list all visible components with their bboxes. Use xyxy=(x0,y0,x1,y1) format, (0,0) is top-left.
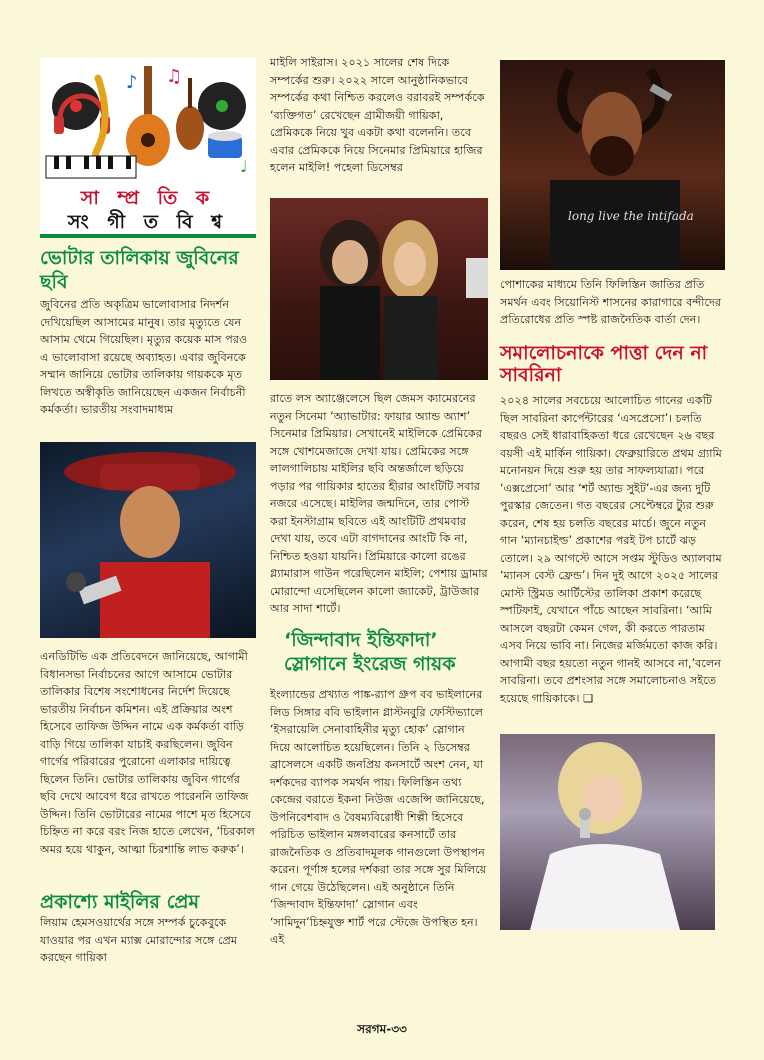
bobby-vylan-photo xyxy=(500,60,725,270)
article3-paragraph1: ইংল্যান্ডের প্রখ্যাত পাঙ্ক-র‍্যাপ গ্রুপ বব ভাইলানের লিড সিঙ্গার ববি ভাইলান গ্লাস্টনবুরি ফেস্টিভ্যালে ‘ইসরায়েলি সেনাবাহিনীর মৃত্যু হোক’ স্লোগান দিয়ে আলোচিত হয়েছিলেন। তিনি ২ ডিসেম্বর ব্রাসেলসে একটি জনপ্রিয় কনসার্টে অংশ নেন, যা দর্শকদের ব্যাপক সমর্থন পায়। ফিলিস্তিন তথ্য কেন্দ্রের বরাতে ইকনা নিউজ এজেন্সি জানিয়েছে, উপনিবেশবাদ ও বৈষম্যবিরোধী শিল্পী হিসেবে পরিচিত ভাইলান মঙ্গলবারের কনসার্টে তার রাজনৈতিক ও প্রতিবাদমূলক গানগুলো উপস্থাপন করেন। পূর্ণাঙ্গ হলের দর্শকরা তার সঙ্গে সুর মিলিয়ে গান গেয়ে উঠেছিলেন। এই অনুষ্ঠানে তিনি ‘জিন্দাবাদ ইন্তিফাদা’ স্লোগান এবং ‘সামিদুন’চিহ্নযুক্ত শার্ট পরে স্টেজে উপস্থিত হন। এই xyxy=(270,688,487,946)
svg-text:♫: ♫ xyxy=(166,66,183,87)
article2-paragraph2: মাইলি সাইরাস। ২০২১ সালের শেষ দিকে সম্পর্কের শুরু। ২০২২ সালে আনুষ্ঠানিকভাবে সম্পর্কের কথা নিশ্চিত করলেও বরাবরই সম্পর্ককে ‘ব্যক্তিগত’ রেখেছেন গ্রামীজয়ী গায়িকা, প্রেমিককে নিয়ে খুব একটা কথা বলেননি। তবে এবার প্রেমিককে নিয়ে সিনেমার প্রিমিয়ারে হাজির হলেন মাইলি! পহেলা ডিসেম্বর xyxy=(270,56,485,174)
article2-paragraph3: রাতে লস অ্যাঞ্জেলেসে ছিল জেমস ক্যামেরনের নতুন সিনেমা ‘অ্যাভাটার: ফায়ার অ্যান্ড অ্যাশ’ সিনেমার প্রিমিয়ার। সেখানেই মাইলিকে প্রেমিকের সঙ্গে খোশমেজাজে দেখা যায়। প্রেমিকের সঙ্গে লালগালিচায় মাইলির ছবি অন্তর্জালে ছড়িয়ে পড়ার পর গায়িকার হাতের হীরার আংটিটি সবার নজরে এসেছে। মাইলির জন্মদিনে, তার পোস্ট করা ইনস্টাগ্রাম ছবিতে এই আংটিটি প্রথমবার দেখা যায়, তবে এটা বাগদানের আংটি কি না, নিশ্চিত হওয়া যায়নি। প্রিমিয়ারে কালো রঙের গ্ল্যামারাস গাউন পরেছিলেন মাইলি; পেশায় ড্রামার মোরান্দো এসেছিলেন কালো জ্যাকেট, ট্রাউজার আর সাদা শার্টে। xyxy=(270,392,488,615)
miley-couple-photo xyxy=(270,198,488,380)
svg-text:♪: ♪ xyxy=(126,72,138,93)
logo-title-line1: সা ম্প্র তি ক xyxy=(80,187,216,209)
article3-title: ‘জিন্দাবাদ ইন্তিফাদা’ স্লোগানে ইংরেজ গায়ক xyxy=(284,629,456,675)
article1-title: ভোটার তালিকায় জুবিনের ছবি xyxy=(40,247,239,293)
article1-paragraph1: জুবিনের প্রতি অকৃত্রিম ভালোবাসার নিদর্শন দেখিয়েছিল আসামের মানুষ। তার মৃত্যুতে যেন আসাম থেমে গিয়েছিল। মৃত্যুর কয়েক মাস পরও এ ভালোবাসা রয়েছে অব্যাহত। এবার জুবিনকে সম্মান জানিয়ে ভোটার তালিকায় গায়ককে মৃত লিখতে অস্বীকৃতি জানিয়েছেন একজন নির্বাচনী কর্মকর্তা। ভারতীয় সংবাদমাধ্যম xyxy=(40,298,248,416)
svg-text:♩: ♩ xyxy=(240,157,248,176)
shirt-slogan-text: long live the intifada xyxy=(568,209,694,223)
article4-title: সমালোচনাকে পাত্তা দেন না সাবরিনা xyxy=(500,342,708,386)
music-instruments-icon xyxy=(40,58,256,182)
logo-underline xyxy=(40,234,256,238)
sabrina-carpenter-photo xyxy=(500,734,715,930)
page-footer: সরগম-৩৩ xyxy=(357,1022,407,1036)
article2-title: প্রকাশ্যে মাইলির প্রেম xyxy=(40,891,200,913)
logo-title-line2: সং গী ত বি শ্ব xyxy=(67,211,229,233)
article4-paragraph1: ২০২৪ সালের সবচেয়ে আলোচিত গানের একটি ছিল সাবরিনা কার্পেন্টারের ‘এসপ্রেসো’। চলতি বছরও সেই ধারাবাহিকতা ধরে রেখেছেন ২৬ বছর বয়সী এই মার্কিন গায়িকা। ফেব্রুয়ারিতে প্রথম গ্র্যামি মনোনয়ন দিয়ে শুরু হয় তার সাফল্যযাত্রা। পরে ‘এক্সপ্রেসো’ আর ‘শর্ট অ্যান্ড সুইট’-এর জন্য দুটি পুরস্কার জেতেন। গত বছরের সেপ্টেম্বরে ট্যুর শুরু করেন, শেষ হয় চলতি বছরের মার্চে। জুনে নতুন গান ‘ম্যানচাইল্ড’ প্রকাশের পরই টপ চার্টে ঝড় তোলে। ২৯ আগস্টে আসে সপ্তম স্টুডিও অ্যালবাম ‘ম্যানস বেস্ট ফ্রেন্ড’। দিন দুই আগে ২০২৫ সালের মোস্ট স্ট্রিমড আর্টিস্টের তালিকা প্রকাশ করেছে স্পটিফাই, যেখানে পাঁচে আছেন সাবরিনা। ‘আমি আসলে বছরটা কেমন গেল, কী করতে পারতাম এসব নিয়ে ভাবি না। নিজের মর্জিমতো কাজ করি। আগামী বছর হয়তো নতুন গানই আসবে না,’বলেন সাবরিনা। তবে প্রশংসার সঙ্গে সমালোচনাও সইতে হয়েছে গায়িকাকে। ❑ xyxy=(500,394,722,705)
article2-paragraph1: লিয়াম হেমসওয়ার্থের সঙ্গে সম্পর্ক চুকেবুকে যাওয়ার পর এখন ম্যাক্স মোরান্দোর সঙ্গে প্রেম করছেন গায়িকা xyxy=(40,916,238,964)
singer-zubeen-photo xyxy=(40,442,256,638)
article3-paragraph2: পোশাকের মাধ্যমে তিনি ফিলিস্তিন জাতির প্রতি সমর্থন এবং সিয়োনিস্ট শাসনের কারাগারে বন্দীদের প্রতিরোধের প্রতি স্পষ্ট রাজনৈতিক বার্তা দেন। xyxy=(500,278,722,326)
article1-paragraph2: এনডিটিভি এক প্রতিবেদনে জানিয়েছে, আগামী বিধানসভা নির্বাচনের আগে আসামে ভোটার তালিকার বিশেষ সংশোধনের নির্দেশ দিয়েছে ভারতীয় নির্বাচন কমিশন। এই প্রক্রিয়ার অংশ হিসেবে তাফিজ উদ্দিন নামে এক কর্মকর্তা বাড়ি বাড়ি গিয়ে তালিকা যাচাই করছিলেন। জুবিন গার্গের পরিবারের পুরোনো এলাকার দায়িত্বে ছিলেন তিনি। ভোটার তালিকায় জুবিন গার্গের ছবি দেখে আবেগ ধরে রাখতে পারেননি তাফিজ উদ্দিন। তিনি ভোটারের নামের পাশে মৃত হিসেবে চিহ্নিত না করে বরং নিজ হাতে লেখেন, ‘চিরকাল অমর হয়ে থাকুন, আত্মা চিরশান্তি লাভ করুক’। xyxy=(40,650,255,856)
logo-box xyxy=(40,58,256,238)
